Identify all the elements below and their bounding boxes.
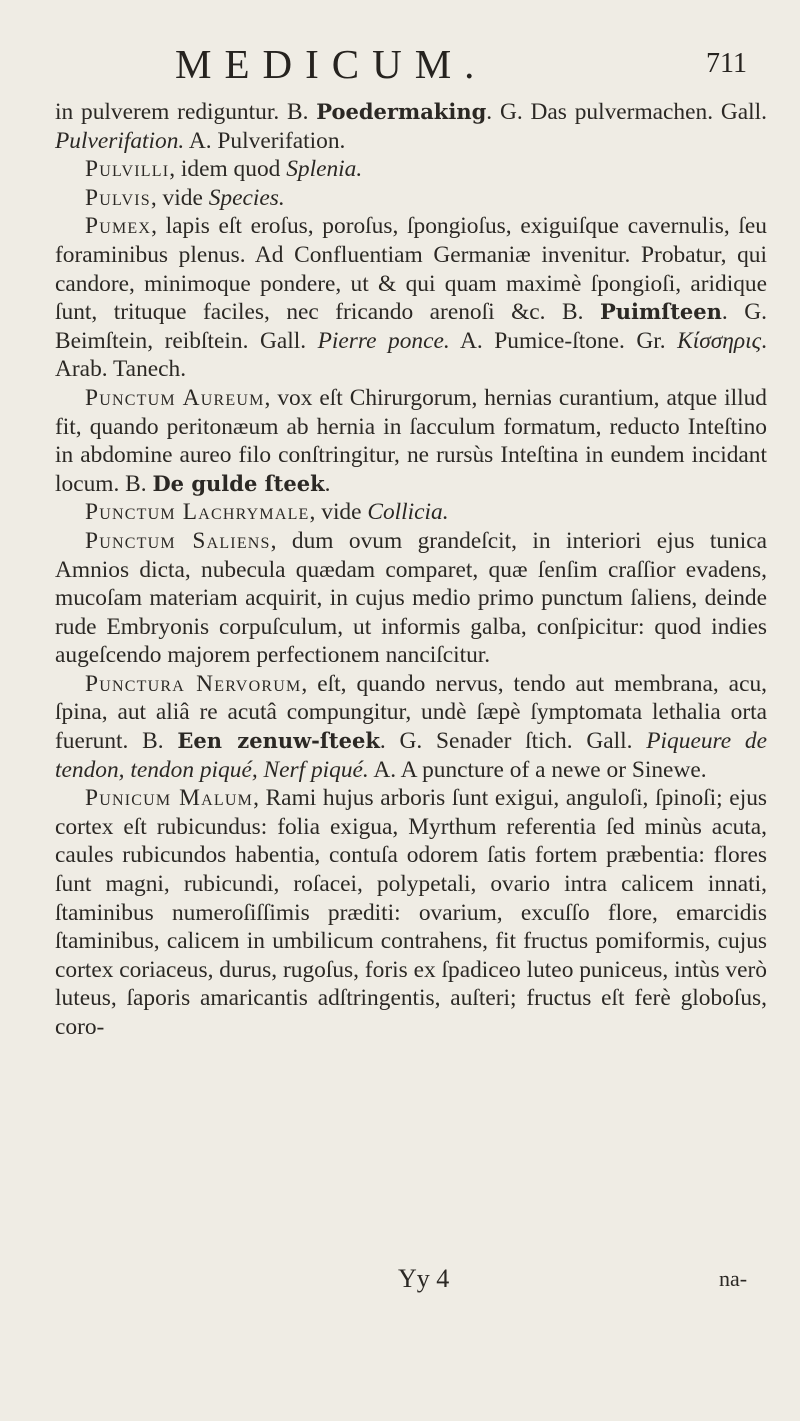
entry-pulvilli [55,155,767,184]
entry-text: , Rami hujus arboris ſunt exigui, anguloſi, ſpinoſi; ejus cortex eſt rubicundus: folia exigua, Myrthum referentia ſed minùs acuta, caules rubicundos habentia, contuſa odorem ſatis fortem præbentia: flores ſunt magni, rubicundi, roſacei, polypetali, ovario intra calicem innati, ſtaminibus numeroſiſſimis præditi: ovarium, excuſſo flore, emarcidis ſtaminibus, calicem in umbilicum contrahens, fit fructus pomiformis, cujus cortex coriaceus, durus, rugoſus, foris ex ſpadiceo luteo puniceus, intùs verò luteus, ſaporis amaricantis adſtringentis, auſteri; fructus eſt ferè globoſus, coro- [55,785,767,1040]
headword: Pulvilli [85,156,170,183]
cross-reference: Species. [208,184,285,211]
entry-punctum-saliens [55,527,767,670]
french-term: Pierre ponce. [317,327,450,354]
catchword: na- [719,1266,748,1291]
dictionary-text [55,98,767,1042]
french-term: Piqueure de tendon, tendon piqué, Nerf piqué. [55,728,767,783]
entry-punctura-nervorum [55,670,767,784]
entry-text: A. Pumice-ſtone. Gr. [449,327,678,354]
entry-text: . G. Beimſtein, reibſtein. Gall. [55,299,767,354]
entry-pumex [55,212,767,384]
cross-reference: Collicia. [367,499,449,526]
entry-text: in pulverem rediguntur. B. [55,99,317,125]
dutch-term: De gulde ſteek [152,470,325,496]
page-number: 711 [706,48,747,79]
entry-text: . G. Senader ſtich. Gall. [379,728,647,755]
dutch-term: Puimſteen [599,299,722,325]
entry-text: , lapis eſt eroſus, poroſus, ſpongioſus, exiguiſque cavernulis, ſeu foraminibus plenus. Ad Confluentiam Germaniæ invenitur. Probatur, qui candore, minimoque pondere, ut & qui quam maximè ſpongioſi, aridique ſunt, trituque faciles, nec fricando arenoſi &c. B. [55,213,767,326]
page-footer [0,1264,800,1296]
running-head: MEDICUM. [175,41,488,87]
signature-mark: Yy 4 [398,1264,450,1293]
dutch-term: Een zenuw-ſteek [177,728,380,754]
entry-text: , idem quod [169,156,287,183]
entry-text: . Arab. Tanech. [55,327,767,383]
headword: Punctum Saliens [85,527,271,554]
entry-punctum-lachrymale [55,498,767,527]
cross-reference: Splenia. [286,156,363,183]
entry-text: . [324,470,331,497]
entry-pulvis [55,184,767,213]
entry-text: , vide [309,499,368,526]
headword: Punicum Malum [85,785,254,812]
page-header [0,40,800,94]
french-term: Pulverifation. [55,127,185,154]
headword: Punctura Nervorum [85,670,302,697]
headword: Punctum Lachrymale [85,499,310,526]
entry-text: A. A puncture of a newe or Sinewe. [368,756,707,783]
greek-term: Κίσσηρις [677,327,762,354]
headword: Pulvis [85,184,151,211]
headword: Punctum Aureum [85,384,265,411]
headword: Pumex [85,213,152,240]
entry-punicum-malum [55,784,767,1041]
entry-text: , vox eſt Chirurgorum, hernias curantium, atque illud fit, quando peritonæum ab hernia in ſacculum formatum, reducto Inteſtino in abdomine aureo filo conſtringitur, ne rursùs Inteſtina in eundem incidant locum. B. [55,384,768,497]
entry-pulveratio-continuation [55,98,767,155]
entry-text: , dum ovum grandeſcit, in interiori ejus tunica Amnios dicta, nubecula quædam comparet, quæ ſenſim craſſior evadens, mucoſam materiam acquirit, in cujus medio primo punctum ſaliens, deinde rude Embryonis corpuſculum, ut informis galba, conſpicitur: quod indies augeſcendo majorem perfectionem nanciſcitur. [55,527,767,669]
entry-punctum-aureum [55,384,767,498]
entry-text: , eſt, quando nervus, tendo aut membrana, acu, ſpina, aut aliâ re acutâ compungitur, undè ſæpè ſymptomata lethalia orta fuerunt. B. [55,670,767,755]
entry-text: A. Pulverifation. [184,127,346,154]
entry-text: , vide [150,184,209,211]
dutch-term: Poedermaking [316,99,487,124]
entry-text: . G. Das pulvermachen. Gall. [486,99,767,125]
